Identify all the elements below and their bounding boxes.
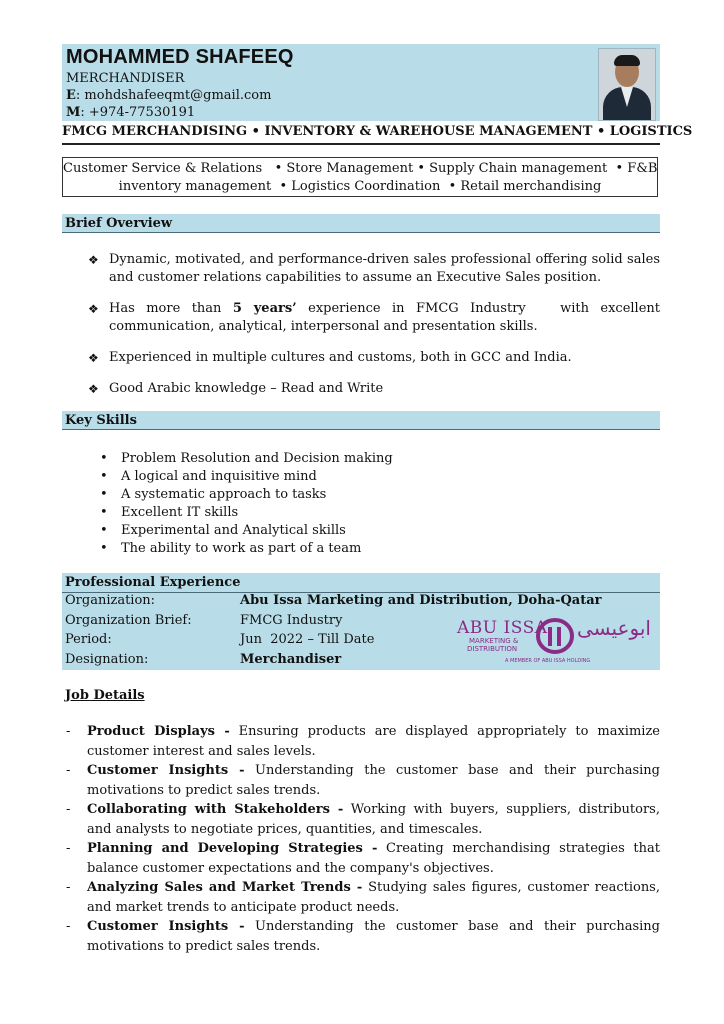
job-details-heading: Job Details [65, 688, 145, 703]
career-tagline: FMCG MERCHANDISING • INVENTORY & WAREHOUSE MANAGEMENT • LOGISTICS [62, 121, 660, 145]
email-value[interactable]: : mohdshafeeqmt@gmail.com [75, 88, 272, 103]
mobile-value[interactable]: : +974-77530191 [80, 105, 196, 120]
brief-overview-list [88, 251, 665, 411]
organization-label: Organization: [65, 593, 156, 608]
organization-value: Abu Issa Marketing and Distribution, Doha-Qatar [240, 593, 602, 608]
organization-brief-value: FMCG Industry [240, 613, 343, 628]
core-skills-box [62, 157, 658, 197]
bullet-icon: • [100, 505, 108, 520]
logo-arabic-text: ابوعيسى [577, 616, 651, 640]
professional-experience-heading: Professional Experience [65, 575, 241, 590]
bullet-icon: • [100, 451, 108, 466]
logo-tagline: A MEMBER OF ABU ISSA HOLDING [505, 658, 591, 664]
designation-value: Merchandiser [240, 652, 342, 667]
resume-header [62, 44, 660, 121]
bullet-icon: • [100, 487, 108, 502]
dash-bullet: - [66, 724, 71, 739]
key-skills-list [100, 450, 393, 558]
list-item: ❖ Has more than 5 years’ experience in FMCG Industry with excellent communication, analytical, interpersonal and presentation skills. [88, 301, 665, 334]
list-item: - Product Displays - Ensuring products are displayed appropriately to maximize customer interest and sales levels. [66, 724, 660, 759]
organization-brief-label: Organization Brief: [65, 613, 192, 628]
professional-experience-table [62, 573, 660, 670]
list-item: • A logical and inquisitive mind [100, 469, 317, 484]
logo-latin-text: ABU ISSA [457, 618, 548, 638]
list-item: - Planning and Developing Strategies - Creating merchandising strategies that balance customer expectations and the company's objectives. [66, 841, 661, 876]
logo-emblem-icon [535, 618, 575, 654]
list-item: • Problem Resolution and Decision making [100, 451, 393, 466]
job-details-list [66, 722, 660, 956]
designation-label: Designation: [65, 652, 149, 667]
dash-bullet: - [66, 841, 71, 856]
mobile-label: M [66, 105, 81, 120]
list-item: - Customer Insights - Understanding the customer base and their purchasing motivations to predict sales trends. [66, 763, 660, 798]
list-item: • Experimental and Analytical skills [100, 523, 346, 538]
candidate-name: MOHAMMED SHAFEEQ [66, 46, 294, 68]
bullet-icon: • [100, 523, 108, 538]
email-line [66, 88, 271, 103]
list-item: • The ability to work as part of a team [100, 541, 362, 556]
diamond-bullet-icon: ❖ [88, 351, 99, 365]
bullet-icon: • [100, 469, 108, 484]
dash-bullet: - [66, 802, 71, 817]
core-skills-line-2: inventory management • Logistics Coordination • Retail merchandising [118, 179, 602, 194]
core-skills-line-1: Customer Service & Relations • Store Management • Supply Chain management • F&B [63, 161, 658, 176]
diamond-bullet-icon: ❖ [88, 382, 99, 396]
list-item: • Excellent IT skills [100, 505, 239, 520]
email-label: E [66, 88, 76, 103]
diamond-bullet-icon: ❖ [88, 302, 99, 316]
profile-photo [598, 48, 656, 121]
logo-sub-text-1: MARKETING & [469, 637, 519, 645]
mobile-line [66, 105, 195, 120]
period-label: Period: [65, 632, 112, 647]
list-item: - Collaborating with Stakeholders - Working with buyers, suppliers, distributors, and analysts to negotiate prices, quantities, and timescales. [66, 802, 660, 837]
list-item: ❖ Good Arabic knowledge – Read and Write [88, 381, 384, 396]
key-skills-heading: Key Skills [62, 411, 660, 430]
dash-bullet: - [66, 880, 71, 895]
diamond-bullet-icon: ❖ [88, 253, 99, 267]
list-item: - Customer Insights - Understanding the customer base and their purchasing motivations to predict sales trends. [66, 919, 660, 954]
list-item: ❖ Experienced in multiple cultures and customs, both in GCC and India. [88, 350, 572, 365]
bullet-icon: • [100, 541, 108, 556]
list-item: • A systematic approach to tasks [100, 487, 327, 502]
logo-sub-text-2: DISTRIBUTION [467, 645, 518, 653]
list-item: ❖ Dynamic, motivated, and performance-driven sales professional offering solid sales and customer relations capabilities to assume an Executive Sales position. [88, 252, 660, 285]
list-item: - Analyzing Sales and Market Trends - Studying sales figures, customer reactions, and market trends to anticipate product needs. [66, 880, 660, 915]
dash-bullet: - [66, 919, 71, 934]
brief-overview-heading: Brief Overview [62, 214, 660, 233]
dash-bullet: - [66, 763, 71, 778]
period-value: Jun 2022 – Till Date [240, 632, 375, 647]
abu-issa-logo [455, 618, 655, 668]
candidate-role: MERCHANDISER [66, 71, 185, 86]
